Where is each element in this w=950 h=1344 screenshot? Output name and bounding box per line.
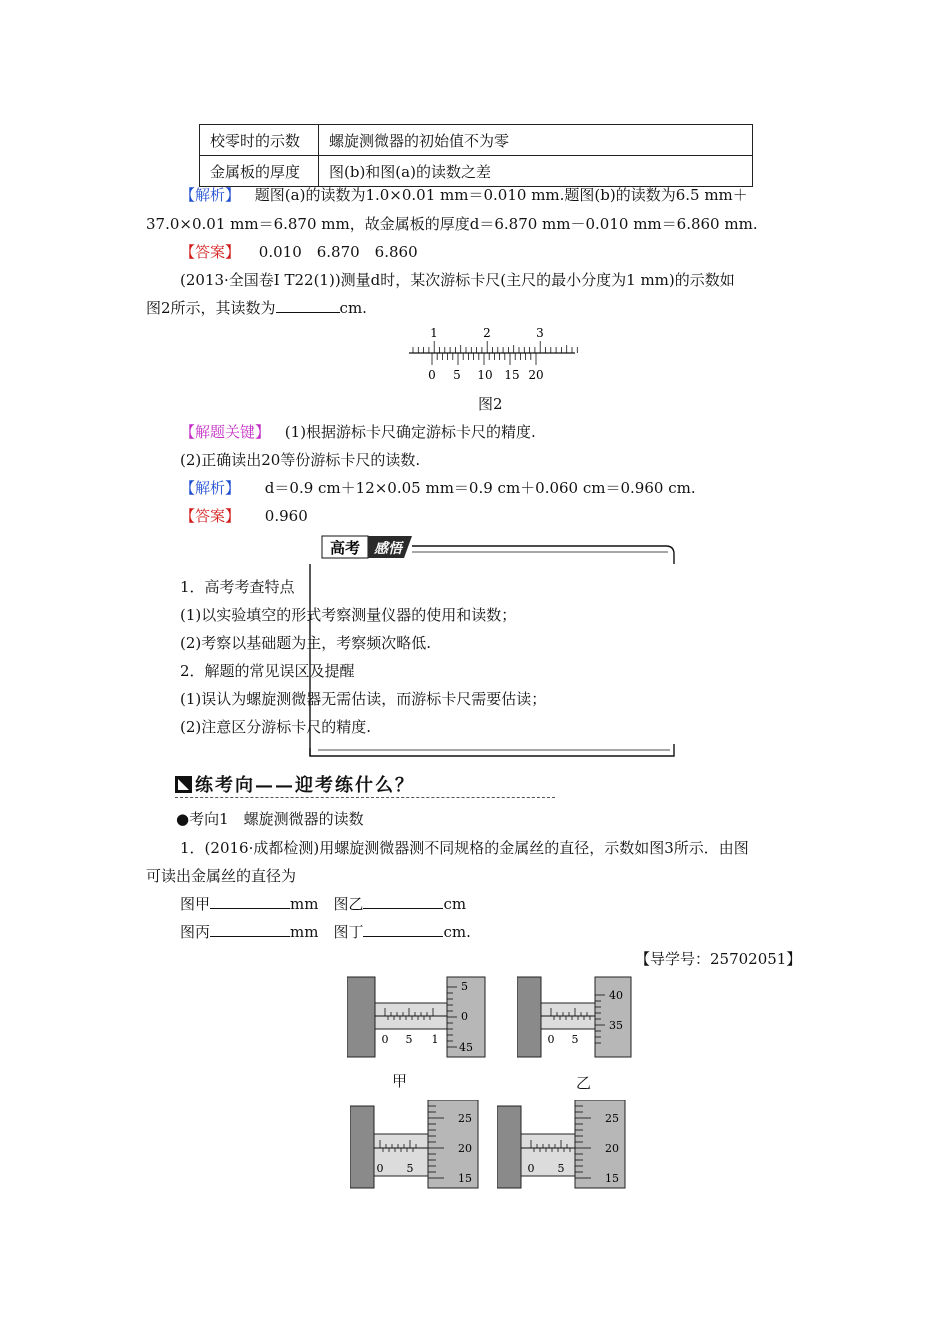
answer-blank: [363, 894, 443, 909]
sleeve-label: 1: [431, 1033, 439, 1046]
sleeve-label: 5: [405, 1033, 413, 1046]
answer-2: [180, 505, 308, 526]
problem-2-line1: (2013·全国卷Ⅰ T22(1))测量d时，某次游标卡尺(主尺的最小分度为1 mm)的示数如: [180, 271, 735, 289]
thimble-label: 15: [605, 1172, 619, 1185]
direction-label: ●考向1 螺旋测微器的读数: [176, 810, 364, 828]
table-cell: 金属板的厚度: [200, 156, 319, 187]
guide-number: 【导学号：25702051】: [635, 950, 802, 968]
q1-row2: [180, 921, 471, 942]
section-title: 练考向——迎考练什么？: [195, 775, 415, 796]
sleeve-label: 0: [547, 1033, 555, 1046]
label: 图丙: [180, 923, 211, 941]
answer-blank: [210, 922, 290, 937]
vernier-label: 20: [528, 368, 544, 382]
thimble-label: 15: [458, 1172, 472, 1185]
sleeve-label: 0: [381, 1033, 389, 1046]
thimble-label: 20: [605, 1142, 619, 1155]
vernier-label: 5: [453, 368, 461, 382]
table-row: [200, 156, 753, 187]
thimble-label: 40: [609, 989, 623, 1002]
thimble-label: 35: [609, 1019, 623, 1032]
answer-text: 0.960: [264, 507, 308, 525]
insight-item: 2．解题的常见误区及提醒: [180, 662, 355, 680]
main-label: 2: [483, 326, 491, 340]
label: cm: [443, 895, 467, 913]
label: 图甲: [180, 895, 211, 913]
vernier-label: 0: [428, 368, 436, 382]
key-text: (1)根据游标卡尺确定游标卡尺的精度.: [284, 423, 536, 441]
vernier-label: 10: [477, 368, 493, 382]
vernier-caliper-figure: [405, 322, 580, 384]
micrometer-jia: [347, 975, 492, 1060]
table-row: [200, 125, 753, 156]
q1-row1: [180, 893, 466, 914]
key-tag: 【解题关键】: [180, 423, 271, 441]
answer-blank: [363, 922, 443, 937]
sleeve-label: 5: [571, 1033, 579, 1046]
sleeve-label: 0: [376, 1162, 384, 1175]
problem-unit: cm.: [339, 299, 367, 317]
thimble-label: 25: [605, 1112, 619, 1125]
answer-tag: 【答案】: [180, 507, 241, 525]
insight-badge-a: 高考: [329, 539, 361, 557]
key-line2: (2)正确读出20等份游标卡尺的读数.: [180, 451, 421, 469]
analysis-1: [180, 184, 748, 205]
micrometer-yi: [517, 975, 637, 1060]
q1-line2: 可读出金属丝的直径为: [146, 867, 297, 885]
label: mm 图乙: [290, 895, 364, 913]
analysis-tag: 【解析】: [180, 479, 241, 497]
insight-badge-b: 感悟: [374, 541, 402, 557]
thimble-label: 0: [461, 1010, 468, 1023]
sleeve-label: 5: [406, 1162, 414, 1175]
table-cell: 图(b)和图(a)的读数之差: [319, 156, 753, 187]
figure-caption: 甲: [392, 1072, 408, 1090]
micrometer-ding: [497, 1100, 633, 1190]
vernier-label: 15: [504, 368, 520, 382]
insight-item: (1)误认为螺旋测微器无需估读，而游标卡尺需要估读；: [180, 690, 547, 708]
table-cell: 螺旋测微器的初始值不为零: [319, 125, 753, 156]
main-label: 1: [430, 326, 438, 340]
thimble-label: 5: [461, 980, 468, 993]
answer-text: 0.010 6.870 6.860: [258, 243, 418, 261]
thimble-label: 25: [458, 1112, 472, 1125]
insight-item: 1．高考考查特点: [180, 578, 295, 596]
analysis-tag: 【解析】: [180, 186, 241, 204]
figure-caption: 乙: [576, 1074, 592, 1092]
answer-blank: [210, 894, 290, 909]
analysis-text: d＝0.9 cm＋12×0.05 mm＝0.9 cm＋0.060 cm＝0.960 cm.: [264, 479, 696, 497]
label: mm 图丁: [290, 923, 364, 941]
figure-caption: 图2: [478, 395, 503, 413]
micrometer-bing: [350, 1100, 486, 1190]
answer-blank: [276, 298, 340, 313]
summary-table: [199, 124, 753, 187]
analysis-1-line2: 37.0×0.01 mm＝6.870 mm，故金属板的厚度d＝6.870 mm－0.010 mm＝6.860 mm.: [146, 215, 758, 233]
sleeve-label: 5: [557, 1162, 565, 1175]
insight-item: (2)考察以基础题为主，考察频次略低.: [180, 634, 432, 652]
analysis-text: 题图(a)的读数为1.0×0.01 mm＝0.010 mm.题图(b)的读数为6.5 mm＋: [254, 186, 748, 204]
main-scale-ticks: [413, 341, 577, 353]
thimble-label: 45: [459, 1041, 473, 1054]
thimble-label: 20: [458, 1142, 472, 1155]
section-icon: [175, 776, 192, 793]
section-header: [175, 771, 415, 797]
analysis-2: [180, 477, 696, 498]
problem-text: 图2所示，其读数为: [146, 299, 276, 317]
q1-line1: 1．(2016·成都检测)用螺旋测微器测不同规格的金属丝的直径，示数如图3所示．由图: [180, 839, 749, 857]
insight-item: (1)以实验填空的形式考察测量仪器的使用和读数；: [180, 606, 517, 624]
answer-tag: 【答案】: [180, 243, 241, 261]
section-divider: [175, 797, 555, 798]
main-label: 3: [536, 326, 544, 340]
problem-2-line2: [146, 297, 367, 318]
insight-item: (2)注意区分游标卡尺的精度.: [180, 718, 372, 736]
label: cm.: [443, 923, 471, 941]
vernier-scale-ticks: [432, 353, 536, 365]
answer-1: [180, 241, 418, 262]
key-line1: [180, 421, 536, 442]
table-cell: 校零时的示数: [200, 125, 319, 156]
sleeve-label: 0: [527, 1162, 535, 1175]
